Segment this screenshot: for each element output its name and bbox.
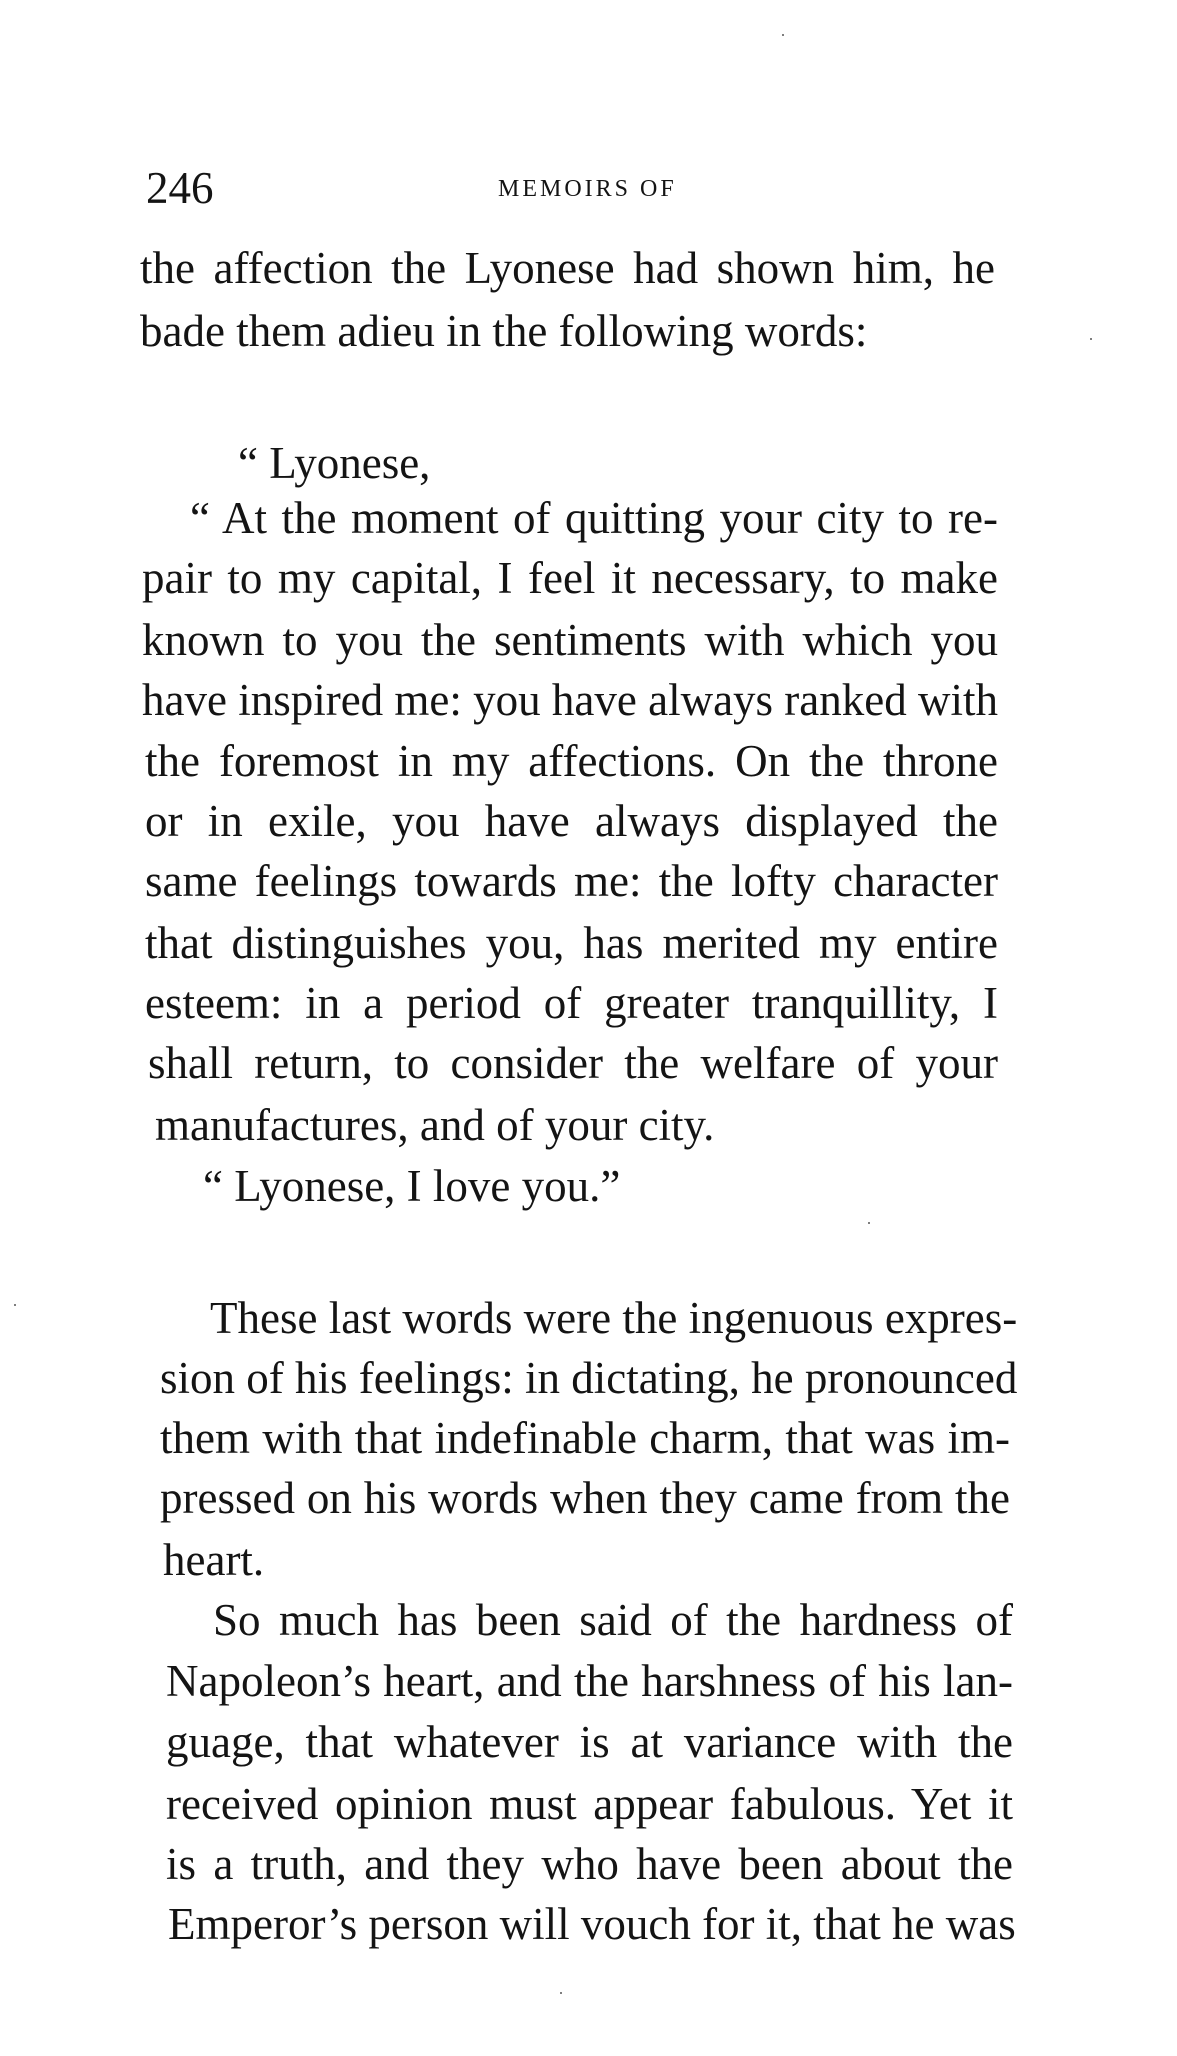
paper-speck: [868, 1222, 870, 1224]
text-line: These last words were the ingenuous expres-: [210, 1293, 1018, 1343]
text-line: that distinguishes you, has merited my entire: [145, 918, 998, 968]
text-line: bade them adieu in the following words:: [140, 306, 868, 356]
text-line: have inspired me: you have always ranked with: [142, 675, 998, 725]
text-line: Napoleon’s heart, and the harshness of his lan-: [166, 1656, 1013, 1706]
paper-speck: [1090, 338, 1092, 340]
text-line: heart.: [163, 1535, 265, 1585]
text-line: “ Lyonese, I love you.”: [203, 1161, 621, 1211]
page-number: 246: [146, 163, 214, 213]
text-line: pair to my capital, I feel it necessary, to make: [142, 553, 998, 603]
text-line: sion of his feelings: in dictating, he pronounced: [160, 1353, 1018, 1403]
text-line: So much has been said of the hardness of: [213, 1595, 1013, 1645]
text-line: them with that indefinable charm, that was im-: [160, 1413, 1010, 1463]
text-line: received opinion must appear fabulous. Yet it: [166, 1779, 1013, 1829]
paper-speck: [14, 1304, 16, 1306]
text-line: “ At the moment of quitting your city to re-: [190, 493, 998, 543]
text-line: pressed on his words when they came from the: [160, 1473, 1010, 1523]
text-line: “ Lyonese,: [238, 438, 431, 488]
text-line: the foremost in my affections. On the throne: [145, 736, 998, 786]
text-line: known to you the sentiments with which you: [142, 615, 998, 665]
text-line: manufactures, and of your city.: [155, 1100, 715, 1150]
text-line: Emperor’s person will vouch for it, that he was: [168, 1899, 1016, 1949]
paper-speck: [782, 34, 784, 36]
text-line: is a truth, and they who have been about the: [166, 1839, 1013, 1889]
running-head: MEMOIRS OF: [498, 176, 677, 202]
text-line: shall return, to consider the welfare of your: [148, 1038, 998, 1088]
page-header: [146, 158, 1006, 218]
text-line: esteem: in a period of greater tranquillity, I: [145, 978, 998, 1028]
paper-speck: [560, 1992, 562, 1994]
text-line: guage, that whatever is at variance with the: [166, 1717, 1013, 1767]
text-line: same feelings towards me: the lofty character: [145, 856, 998, 906]
text-line: or in exile, you have always displayed the: [145, 796, 998, 846]
text-line: the affection the Lyonese had shown him, he: [140, 243, 995, 293]
